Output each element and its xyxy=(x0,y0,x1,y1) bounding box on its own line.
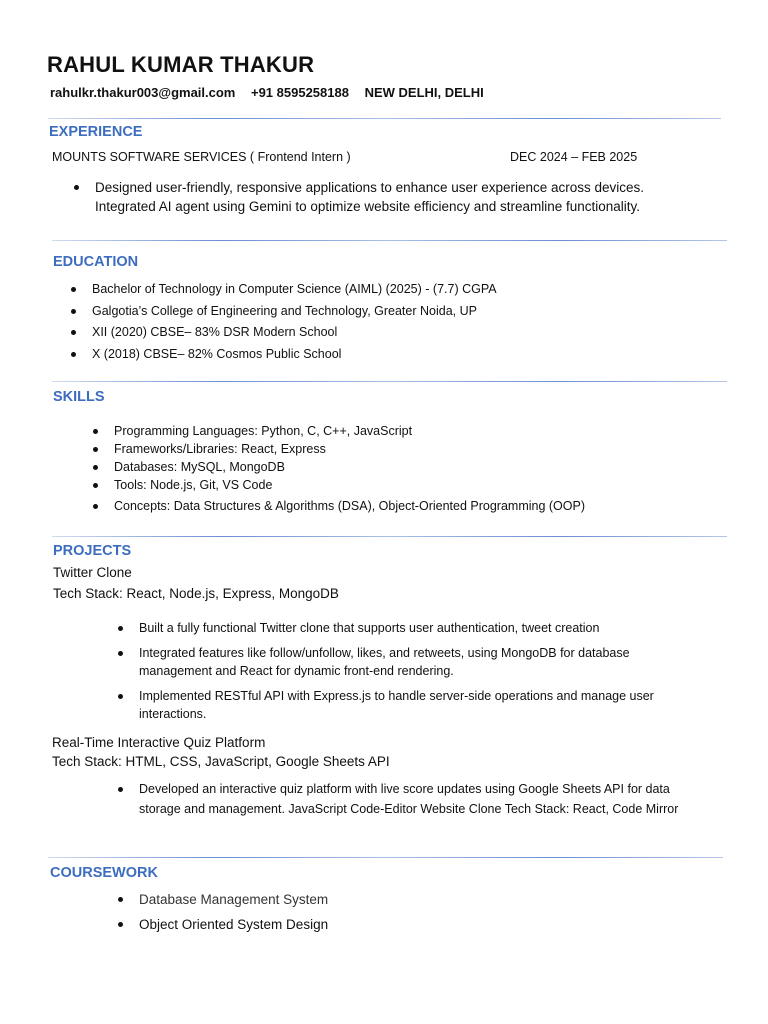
section-divider xyxy=(52,536,727,537)
project-tech-stack: Tech Stack: HTML, CSS, JavaScript, Google Sheets API xyxy=(52,754,390,769)
coursework-list xyxy=(139,890,639,934)
section-divider xyxy=(52,381,727,382)
list-item: Integrated features like follow/unfollow, likes, and retweets, using MongoDB for database management and React for dynamic front-end rendering. xyxy=(139,644,684,680)
project-bullets xyxy=(139,780,695,819)
experience-company: MOUNTS SOFTWARE SERVICES ( Frontend Intern ) xyxy=(52,150,351,164)
list-item: XII (2020) CBSE– 83% DSR Modern School xyxy=(92,323,712,341)
section-heading-projects: PROJECTS xyxy=(53,543,132,559)
list-item: Designed user-friendly, responsive applications to enhance user experience across devices. Integrated AI agent using Gemini to optimize website efficiency and streamline functionality. xyxy=(95,178,715,216)
location: NEW DELHI, DELHI xyxy=(364,85,484,100)
experience-dates: DEC 2024 – FEB 2025 xyxy=(510,150,638,164)
list-item: Object Oriented System Design xyxy=(139,915,639,934)
education-list xyxy=(92,280,712,363)
section-heading-skills: SKILLS xyxy=(53,389,105,405)
skills-list xyxy=(114,422,714,515)
experience-bullets xyxy=(95,178,715,216)
email-link[interactable]: rahulkr.thakur003@gmail.com xyxy=(50,85,236,100)
project-tech-stack: Tech Stack: React, Node.js, Express, MongoDB xyxy=(53,586,339,601)
list-item: Databases: MySQL, MongoDB xyxy=(114,458,714,476)
project-bullets xyxy=(139,619,684,723)
project-title: Real-Time Interactive Quiz Platform xyxy=(52,735,266,750)
list-item: Concepts: Data Structures & Algorithms (DSA), Object-Oriented Programming (OOP) xyxy=(114,497,714,515)
project-title: Twitter Clone xyxy=(53,565,132,580)
list-item: Developed an interactive quiz platform with live score updates using Google Sheets API for data storage and management. JavaScript Code-Editor Website Clone Tech Stack: React, Code Mirror xyxy=(139,780,695,819)
list-item: Bachelor of Technology in Computer Science (AIML) (2025) - (7.7) CGPA xyxy=(92,280,712,298)
list-item: Galgotia’s College of Engineering and Technology, Greater Noida, UP xyxy=(92,302,712,320)
list-item: Implemented RESTful API with Express.js to handle server-side operations and manage user interactions. xyxy=(139,687,684,723)
section-heading-experience: EXPERIENCE xyxy=(49,124,143,140)
section-heading-education: EDUCATION xyxy=(53,254,139,270)
list-item: X (2018) CBSE– 82% Cosmos Public School xyxy=(92,345,712,363)
section-divider xyxy=(48,118,721,119)
list-item: Tools: Node.js, Git, VS Code xyxy=(114,476,714,494)
candidate-name: RAHUL KUMAR THAKUR xyxy=(47,52,315,77)
phone-number: +91 8595258188 xyxy=(250,85,349,100)
contact-line xyxy=(50,85,496,100)
list-item: Database Management System xyxy=(139,890,639,909)
list-item: Built a fully functional Twitter clone that supports user authentication, tweet creation xyxy=(139,619,684,637)
section-divider xyxy=(52,240,727,241)
list-item: Frameworks/Libraries: React, Express xyxy=(114,440,714,458)
list-item: Programming Languages: Python, C, C++, JavaScript xyxy=(114,422,714,440)
section-divider xyxy=(48,857,723,858)
section-heading-coursework: COURSEWORK xyxy=(50,865,158,881)
